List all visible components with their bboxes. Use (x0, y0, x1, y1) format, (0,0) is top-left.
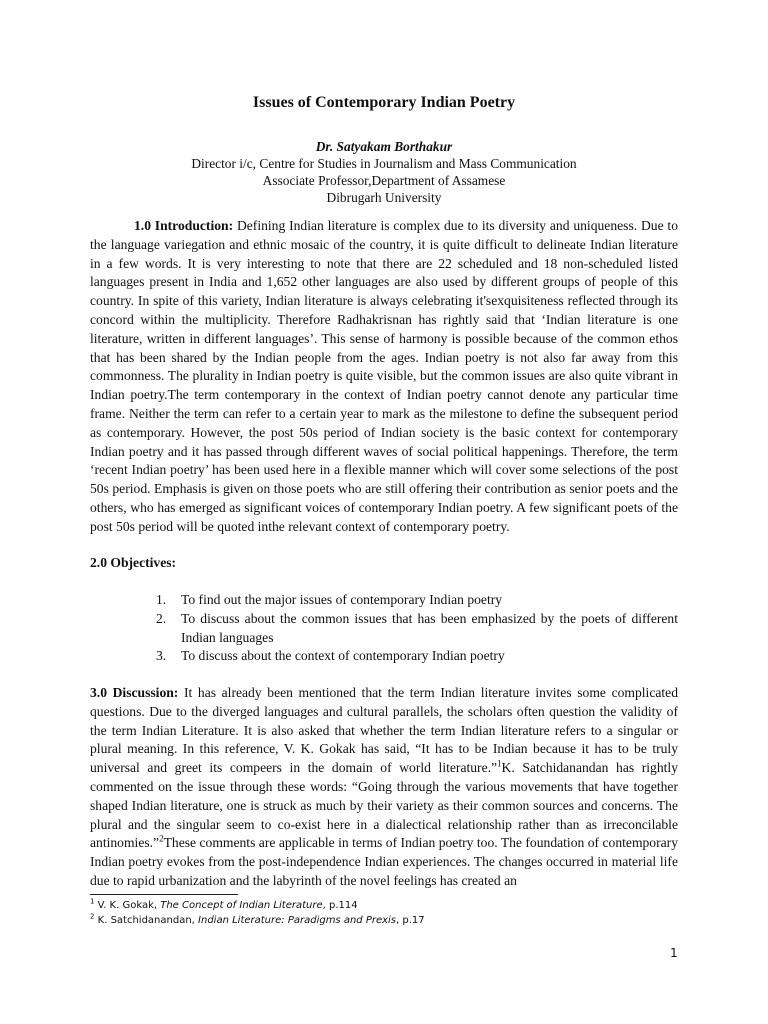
list-item (156, 647, 678, 666)
footnote-reference[interactable]: 2 (159, 833, 164, 844)
author-affiliation-line: Associate Professor,Department of Assamese (262, 173, 506, 188)
footnote-number: 2 (90, 912, 95, 921)
footnote-work: Indian Literature: Paradigms and Prexis (198, 915, 397, 926)
footnote-reference[interactable]: 1 (497, 758, 502, 769)
discussion-heading: 3.0 Discussion: (90, 685, 179, 700)
list-item-number: 3. (156, 648, 167, 664)
footnote-number: 1 (90, 897, 95, 906)
introduction-paragraph (90, 217, 678, 537)
list-item (156, 610, 678, 648)
footnotes (90, 898, 678, 928)
footnote-page: , p.17 (396, 915, 425, 926)
list-item-number: 1. (156, 592, 167, 607)
author-affiliation-line: Director i/c, Centre for Studies in Journalism and Mass Communication (191, 156, 577, 171)
list-item-number: 2. (156, 610, 167, 626)
author-block (0, 138, 768, 206)
list-item-text: To discuss about the common issues that has been emphasized by the poets of different Indian languages (181, 610, 678, 645)
list-item-text: To discuss about the context of contemporary Indian poetry (181, 648, 505, 664)
author-affiliation-line: Dibrugarh University (326, 190, 442, 205)
footnote-separator (90, 894, 238, 895)
discussion-paragraph (90, 684, 678, 891)
footnote (90, 898, 678, 913)
page-number: 1 (670, 946, 678, 960)
paper-title: Issues of Contemporary Indian Poetry (252, 94, 516, 111)
footnote-author: V. K. Gokak, (94, 900, 161, 911)
list-item (156, 591, 678, 610)
footnote-page: , p.114 (322, 900, 358, 911)
list-item-text: To find out the major issues of contemporary Indian poetry (181, 592, 503, 607)
footnote-author: K. Satchidanandan, (94, 915, 199, 926)
footnote-work: The Concept of Indian Literature (160, 900, 323, 911)
discussion-text: It has already been mentioned that the term Indian literature invites some complicated questions. Due to the diverged languages and cultural parallels, the scholars often question the validity of the term Indian Literature. It is also asked that whether the term Indian literature refers to a singular or plural meaning. In this reference, V. K. Gokak has said, “It has to be Indian because it has to be truly universal and greet its compeers in the domain of world literature.” (90, 685, 678, 776)
objectives-list (156, 591, 678, 666)
objectives-heading: 2.0 Objectives: (90, 555, 177, 570)
introduction-heading: 1.0 Introduction: (134, 218, 234, 233)
introduction-text: Defining Indian literature is complex due to its diversity and uniqueness. Due to the language variegation and ethnic mosaic of the country, it is quite difficult to delineate Indian literature in a few words. It is very interesting to note that there are 22 scheduled and 18 non-scheduled listed languages present in India and 1,652 other languages are also used by different groups of people of this country. In spite of this variety, Indian literature is always celebrating it'sexquisiteness reflected through its concord within the multiplicity. Therefore Radhakrisnan has rightly said that ‘Indian literature is one literature, written in different languages’. This sense of harmony is possible because of the common ethos that has been shared by the Indian people from the ages. Indian poetry is not also far away from this commonness. The plurality in Indian poetry is quite visible, but the common issues are also quite vibrant in Indian poetry.The term contemporary in the context of Indian poetry cannot denote any particular time frame. Neither the term can refer to a certain year to mark as the milestone to define the subsequent period as contemporary. However, the post 50s period of Indian society is the basic context for contemporary Indian poetry and it has passed through different waves of social political happenings. Therefore, the term ‘recent Indian poetry’ has been used here in a flexible manner which will cover some selections of the post 50s period. Emphasis is given on those poets who are still offering their contribution as senior poets and the others, who has emerged as significant voices of contemporary Indian poetry. A few significant poets of the post 50s period will be quoted inthe relevant context of contemporary poetry. (90, 218, 678, 534)
discussion-text: These comments are applicable in terms of Indian poetry too. The foundation of contemporary Indian poetry evokes from the post-independence Indian experiences. The changes occurred in material life due to rapid urbanization and the labyrinth of the novel feelings has created an (90, 835, 678, 888)
footnote (90, 913, 678, 928)
discussion-text: K. Satchidanandan has rightly commented on the issue through these words: “Going through the various movements that have together shaped Indian literature, one is struck as much by their variety as their common sources and concerns. The plural and the singular seem to co-exist here in a dialectical relationship rather than as irreconcilable antinomies.” (90, 760, 678, 851)
author-name: Dr. Satyakam Borthakur (315, 139, 453, 154)
